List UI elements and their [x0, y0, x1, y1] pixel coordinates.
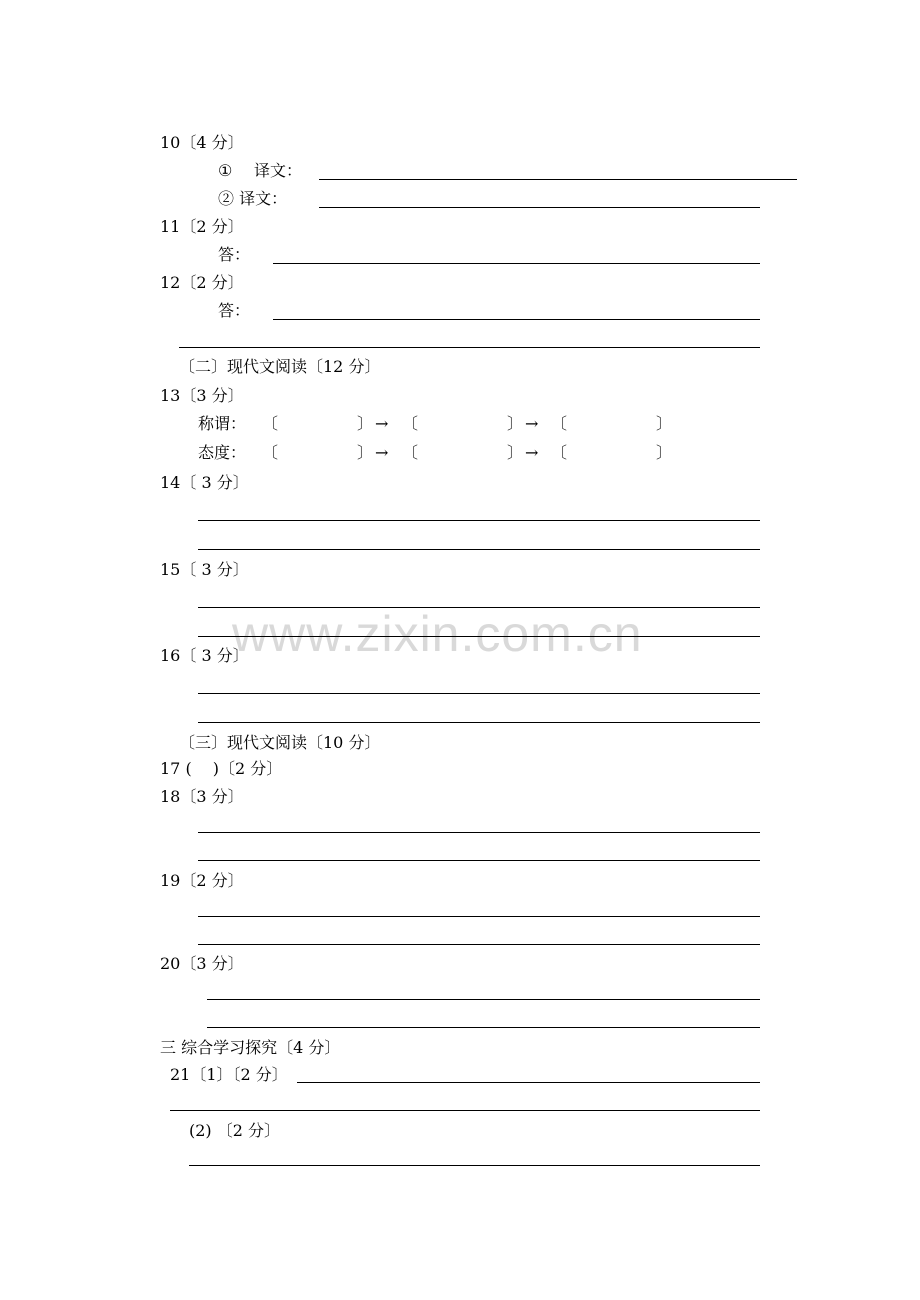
q13-heading: 13〔3 分〕 — [160, 386, 244, 405]
part-3-title: 三 综合学习探究〔4 分〕 — [160, 1038, 341, 1057]
q17-heading: 17 ( )〔2 分〕 — [160, 759, 283, 778]
q10-item1-label: 译文： — [254, 161, 303, 180]
q20-answer-line-1[interactable] — [207, 999, 760, 1000]
q16-heading: 16〔 3 分〕 — [160, 646, 249, 665]
q13-row2-bracket-close-1: 〕 — [357, 443, 374, 462]
q14-answer-line-2[interactable] — [198, 549, 760, 550]
q13-row2-bracket-open-2: 〔 — [402, 443, 419, 462]
q15-answer-line-1[interactable] — [198, 607, 760, 608]
watermark: www.zixin.com.cn — [232, 606, 643, 662]
q13-row1-bracket-close-1: 〕 — [357, 414, 374, 433]
q11-heading: 11〔2 分〕 — [160, 217, 244, 236]
section-2-title: 〔二〕现代文阅读〔12 分〕 — [179, 357, 381, 376]
q15-heading: 15〔 3 分〕 — [160, 560, 249, 579]
q13-row1-bracket-close-2: 〕 — [507, 414, 524, 433]
q13-row2-bracket-close-2: 〕 — [507, 443, 524, 462]
q13-row2-arrow-1: → — [375, 443, 389, 462]
q21-part1-answer-line-1[interactable] — [297, 1082, 760, 1083]
q19-answer-line-1[interactable] — [198, 916, 760, 917]
q10-item1-marker: ① — [218, 161, 233, 180]
q11-answer-line[interactable] — [273, 263, 760, 264]
q12-heading: 12〔2 分〕 — [160, 273, 244, 292]
q18-answer-line-1[interactable] — [198, 832, 760, 833]
q21-part1-answer-line-2[interactable] — [170, 1110, 760, 1111]
q13-row2-arrow-2: → — [525, 443, 539, 462]
q13-row1-bracket-open-3: 〔 — [551, 414, 568, 433]
q12-answer-line-1[interactable] — [273, 319, 760, 320]
q13-row1-bracket-close-3: 〕 — [656, 414, 673, 433]
q16-answer-line-1[interactable] — [198, 693, 760, 694]
q13-row1-bracket-open-2: 〔 — [402, 414, 419, 433]
q13-row1-arrow-2: → — [525, 414, 539, 433]
q10-item2-answer-line[interactable] — [319, 207, 760, 208]
q15-answer-line-2[interactable] — [198, 636, 760, 637]
q13-row2-label: 态度： — [198, 443, 247, 462]
q14-answer-line-1[interactable] — [198, 520, 760, 521]
q21-part2-answer-line[interactable] — [189, 1165, 760, 1166]
q19-answer-line-2[interactable] — [198, 944, 760, 945]
q10-item2-label: ② 译文： — [218, 189, 288, 208]
q12-answer-label: 答： — [218, 301, 251, 320]
q16-answer-line-2[interactable] — [198, 722, 760, 723]
q12-answer-line-2[interactable] — [179, 347, 760, 348]
q13-row2-bracket-close-3: 〕 — [656, 443, 673, 462]
q21-heading: 21〔1〕〔2 分〕 — [170, 1065, 288, 1084]
q19-heading: 19〔2 分〕 — [160, 871, 244, 890]
q21-part2-heading: (2) 〔2 分〕 — [189, 1121, 281, 1140]
section-3-title: 〔三〕现代文阅读〔10 分〕 — [179, 733, 381, 752]
q13-row1-label: 称谓： — [198, 414, 247, 433]
q20-heading: 20〔3 分〕 — [160, 954, 244, 973]
q10-heading: 10〔4 分〕 — [160, 133, 244, 152]
q13-row1-bracket-open-1: 〔 — [262, 414, 279, 433]
q13-row2-bracket-open-3: 〔 — [551, 443, 568, 462]
q11-answer-label: 答： — [218, 245, 251, 264]
q13-row1-arrow-1: → — [375, 414, 389, 433]
q13-row2-bracket-open-1: 〔 — [262, 443, 279, 462]
q10-item1-answer-line[interactable] — [319, 179, 797, 180]
q20-answer-line-2[interactable] — [207, 1027, 760, 1028]
q18-answer-line-2[interactable] — [198, 860, 760, 861]
q18-heading: 18〔3 分〕 — [160, 787, 244, 806]
q14-heading: 14〔 3 分〕 — [160, 473, 249, 492]
